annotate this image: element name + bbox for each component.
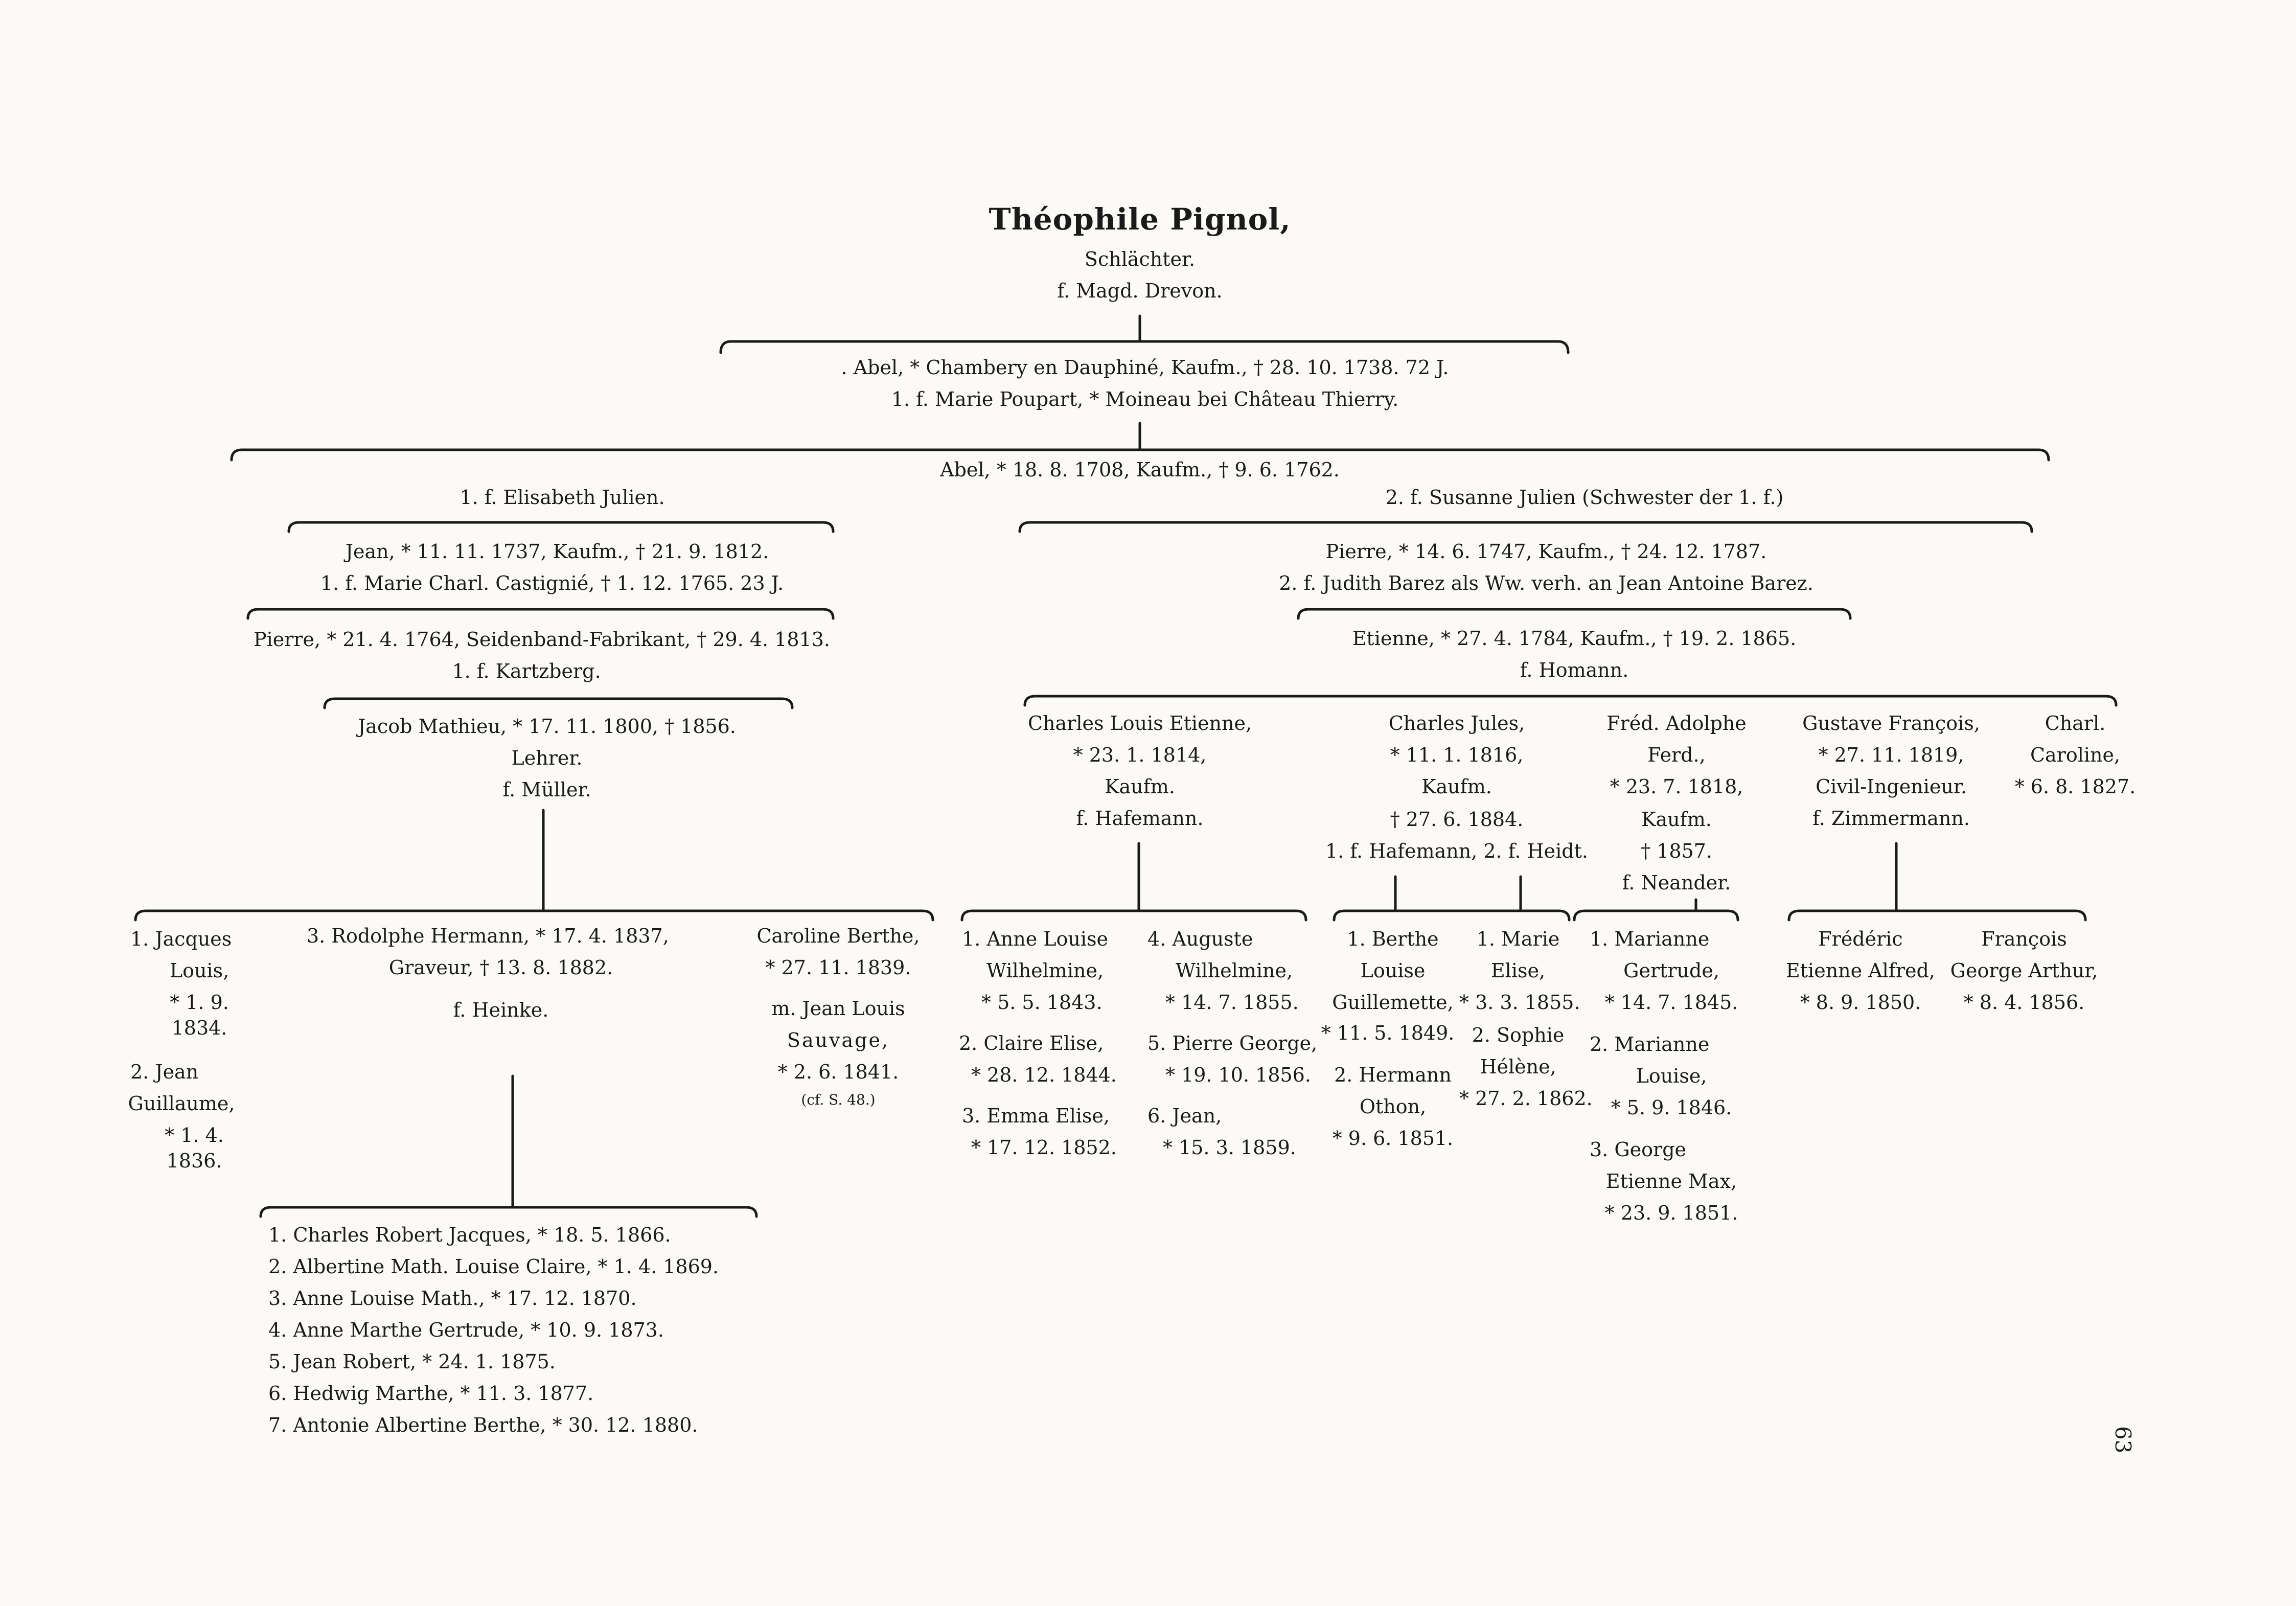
- rod-child-7: 7. Antonie Albertine Berthe, * 30. 12. 1880.: [268, 1414, 698, 1436]
- cl-kid-a5: * 28. 12. 1844.: [971, 1064, 1117, 1086]
- left-pierre-line1: Pierre, * 21. 4. 1764, Seidenband-Fabrikant, † 29. 4. 1813.: [254, 628, 830, 651]
- charles-louis-4: f. Hafemann.: [1076, 807, 1204, 830]
- cj-kid-b2: Elise,: [1490, 959, 1546, 982]
- charles-louis-1: Charles Louis Etienne,: [1027, 712, 1252, 735]
- frederic-3: * 8. 9. 1850.: [1800, 991, 1921, 1014]
- left-jacob-line1: Jacob Mathieu, * 17. 11. 1800, † 1856.: [358, 715, 736, 738]
- fred-kid-9: * 23. 9. 1851.: [1604, 1202, 1738, 1224]
- cl-kid-b6: 6. Jean,: [1147, 1105, 1222, 1127]
- cl-kid-b7: * 15. 3. 1859.: [1163, 1136, 1296, 1159]
- bracket-jacob-kids: [135, 911, 933, 920]
- cl-kid-a3: * 5. 5. 1843.: [981, 991, 1103, 1014]
- cl-kid-b2: Wilhelmine,: [1176, 959, 1293, 982]
- caroline-3: m. Jean Louis: [771, 997, 905, 1020]
- cl-kid-b5: * 19. 10. 1856.: [1165, 1064, 1311, 1086]
- rodolphe-1: 3. Rodolphe Hermann, * 17. 4. 1837,: [307, 925, 669, 947]
- gen2-main: Abel, * 18. 8. 1708, Kaufm., † 9. 6. 1762.: [940, 458, 1340, 481]
- right-etienne-line1: Etienne, * 27. 4. 1784, Kaufm., † 19. 2. 1865.: [1352, 627, 1797, 650]
- cj-kid-a3: Guillemette,: [1332, 991, 1454, 1014]
- caroline-4: Sauvage,: [787, 1029, 890, 1051]
- cl-kid-a2: Wilhelmine,: [986, 959, 1104, 982]
- bracket-jean: [289, 522, 833, 532]
- fred-1: Fréd. Adolphe: [1606, 712, 1747, 735]
- cl-kid-b1: 4. Auguste: [1147, 928, 1253, 950]
- right-pierre-line2: 2. f. Judith Barez als Ww. verh. an Jean Antoine Barez.: [1279, 572, 1813, 594]
- bracket-rod-kids: [261, 1207, 756, 1217]
- caroline-1: Caroline Berthe,: [756, 925, 920, 947]
- rod-child-6: 6. Hedwig Marthe, * 11. 3. 1877.: [268, 1382, 594, 1405]
- caroline-ref: (cf. S. 48.): [801, 1091, 876, 1108]
- charl-2: Caroline,: [2030, 744, 2121, 766]
- gustave-1: Gustave François,: [1802, 712, 1980, 735]
- fred-kid-3: * 14. 7. 1845.: [1604, 991, 1738, 1014]
- bracket-etienne: [1298, 609, 1850, 618]
- root-occupation: Schlächter.: [1084, 248, 1196, 270]
- charles-jules-wives: 1. f. Hafemann, 2. f. Heidt.: [1325, 840, 1588, 862]
- cl-kid-a7: * 17. 12. 1852.: [971, 1136, 1117, 1159]
- fred-6: f. Neander.: [1622, 871, 1731, 894]
- fred-5: † 1857.: [1641, 840, 1712, 862]
- bracket-pierre-right: [1020, 522, 2032, 532]
- francois-3: * 8. 4. 1856.: [1963, 991, 2085, 1014]
- caroline-2: * 27. 11. 1839.: [765, 956, 911, 979]
- fred-2: Ferd.,: [1647, 744, 1706, 766]
- root-spouse: f. Magd. Drevon.: [1057, 280, 1223, 302]
- cj-kid-a1: 1. Berthe: [1347, 928, 1439, 950]
- gen1-line1: . Abel, * Chambery en Dauphiné, Kaufm., † 28. 10. 1738. 72 J.: [841, 356, 1449, 379]
- cj-kid-a4: * 11. 5. 1849.: [1321, 1022, 1455, 1044]
- bracket-jacob: [325, 699, 792, 708]
- rod-child-1: 1. Charles Robert Jacques, * 18. 5. 1866.: [268, 1224, 671, 1246]
- jacques-2: Louis,: [169, 959, 229, 982]
- fred-kid-4: 2. Marianne: [1590, 1033, 1710, 1056]
- fred-kid-2: Gertrude,: [1623, 959, 1719, 982]
- bracket-cj-kids: [1334, 911, 1569, 920]
- bracket-cl-kids: [962, 911, 1306, 920]
- bracket-gustave-kids: [1789, 911, 2085, 920]
- charles-jules-2: * 11. 1. 1816,: [1390, 744, 1524, 766]
- rod-child-5: 5. Jean Robert, * 24. 1. 1875.: [268, 1350, 556, 1373]
- cj-kid-b4: 2. Sophie: [1472, 1024, 1565, 1046]
- cj-kid-a5: 2. Hermann: [1334, 1064, 1452, 1086]
- fred-kid-7: 3. George: [1590, 1138, 1687, 1161]
- bracket-etienne-kids: [1025, 696, 2116, 705]
- gustave-3: Civil-Ingenieur.: [1816, 775, 1967, 798]
- jean-g-2: Guillaume,: [128, 1092, 235, 1115]
- bracket-fred-kids: [1574, 911, 1738, 920]
- cj-kid-b1: 1. Marie: [1476, 928, 1560, 950]
- charl-3: * 6. 8. 1827.: [2014, 775, 2136, 798]
- bracket-pierre-left: [248, 609, 833, 618]
- cl-kid-a1: 1. Anne Louise: [962, 928, 1109, 950]
- caroline-5: * 2. 6. 1841.: [777, 1061, 899, 1083]
- cl-kid-b3: * 14. 7. 1855.: [1165, 991, 1299, 1014]
- gustave-4: f. Zimmermann.: [1812, 807, 1970, 830]
- rodolphe-2: Graveur, † 13. 8. 1882.: [388, 956, 613, 979]
- frederic-2: Etienne Alfred,: [1786, 959, 1935, 982]
- gustave-2: * 27. 11. 1819,: [1818, 744, 1964, 766]
- charles-jules-3: Kaufm.: [1421, 775, 1492, 798]
- left-jacob-line2: Lehrer.: [511, 747, 583, 769]
- cl-kid-a4: 2. Claire Elise,: [959, 1032, 1104, 1054]
- left-pierre-line2: 1. f. Kartzberg.: [452, 660, 601, 682]
- jean-g-3: * 1. 4.: [165, 1124, 224, 1146]
- fred-kid-1: 1. Marianne: [1590, 928, 1710, 950]
- rod-child-4: 4. Anne Marthe Gertrude, * 10. 9. 1873.: [268, 1319, 664, 1341]
- charles-jules-4: † 27. 6. 1884.: [1390, 808, 1524, 831]
- jacques-4: 1834.: [171, 1017, 227, 1039]
- jacques-1: 1. Jacques: [130, 928, 232, 950]
- fred-3: * 23. 7. 1818,: [1610, 775, 1743, 798]
- francois-1: François: [1981, 928, 2067, 950]
- cl-kid-b4: 5. Pierre George,: [1147, 1032, 1318, 1054]
- fred-kid-8: Etienne Max,: [1605, 1170, 1737, 1192]
- cj-kid-a2: Louise: [1360, 959, 1426, 982]
- gen2-wife1: 1. f. Elisabeth Julien.: [460, 486, 665, 509]
- francois-2: George Arthur,: [1950, 959, 2098, 982]
- rod-child-3: 3. Anne Louise Math., * 17. 12. 1870.: [268, 1287, 637, 1310]
- cj-kid-a7: * 9. 6. 1851.: [1332, 1127, 1454, 1150]
- fred-kid-5: Louise,: [1636, 1065, 1707, 1087]
- cj-kid-b6: * 27. 2. 1862.: [1459, 1087, 1593, 1110]
- fred-kid-6: * 5. 9. 1846.: [1611, 1096, 1732, 1119]
- gen1-line2: 1. f. Marie Poupart, * Moineau bei Château Thierry.: [891, 388, 1399, 410]
- page-number: 63: [2110, 1426, 2136, 1454]
- root-name: Théophile Pignol,: [989, 202, 1291, 237]
- jacques-3: * 1. 9.: [170, 991, 229, 1014]
- bracket-root: [721, 341, 1568, 353]
- cl-kid-a6: 3. Emma Elise,: [962, 1105, 1110, 1127]
- charl-1: Charl.: [2045, 712, 2106, 735]
- fred-4: Kaufm.: [1641, 808, 1712, 831]
- cj-kid-b3: * 3. 3. 1855.: [1459, 991, 1580, 1014]
- rod-child-2: 2. Albertine Math. Louise Claire, * 1. 4. 1869.: [268, 1255, 719, 1278]
- charles-louis-3: Kaufm.: [1105, 775, 1175, 798]
- jean-g-1: 2. Jean: [130, 1061, 199, 1083]
- left-jean-line2: 1. f. Marie Charl. Castignié, † 1. 12. 1765. 23 J.: [320, 572, 784, 594]
- cj-kid-a6: Othon,: [1359, 1095, 1427, 1118]
- charles-jules-1: Charles Jules,: [1388, 712, 1525, 735]
- left-jean-line1: Jean, * 11. 11. 1737, Kaufm., † 21. 9. 1812.: [345, 540, 769, 563]
- right-pierre-line1: Pierre, * 14. 6. 1747, Kaufm., † 24. 12. 1787.: [1325, 540, 1767, 563]
- charles-louis-2: * 23. 1. 1814,: [1073, 744, 1207, 766]
- jean-g-4: 1836.: [166, 1150, 222, 1172]
- gen2-wife2: 2. f. Susanne Julien (Schwester der 1. f.): [1385, 486, 1784, 509]
- right-etienne-line2: f. Homann.: [1520, 659, 1629, 681]
- left-jacob-line3: f. Müller.: [502, 778, 591, 801]
- frederic-1: Frédéric: [1818, 928, 1903, 950]
- cj-kid-b5: Hélène,: [1480, 1056, 1556, 1078]
- rodolphe-3: f. Heinke.: [453, 999, 549, 1021]
